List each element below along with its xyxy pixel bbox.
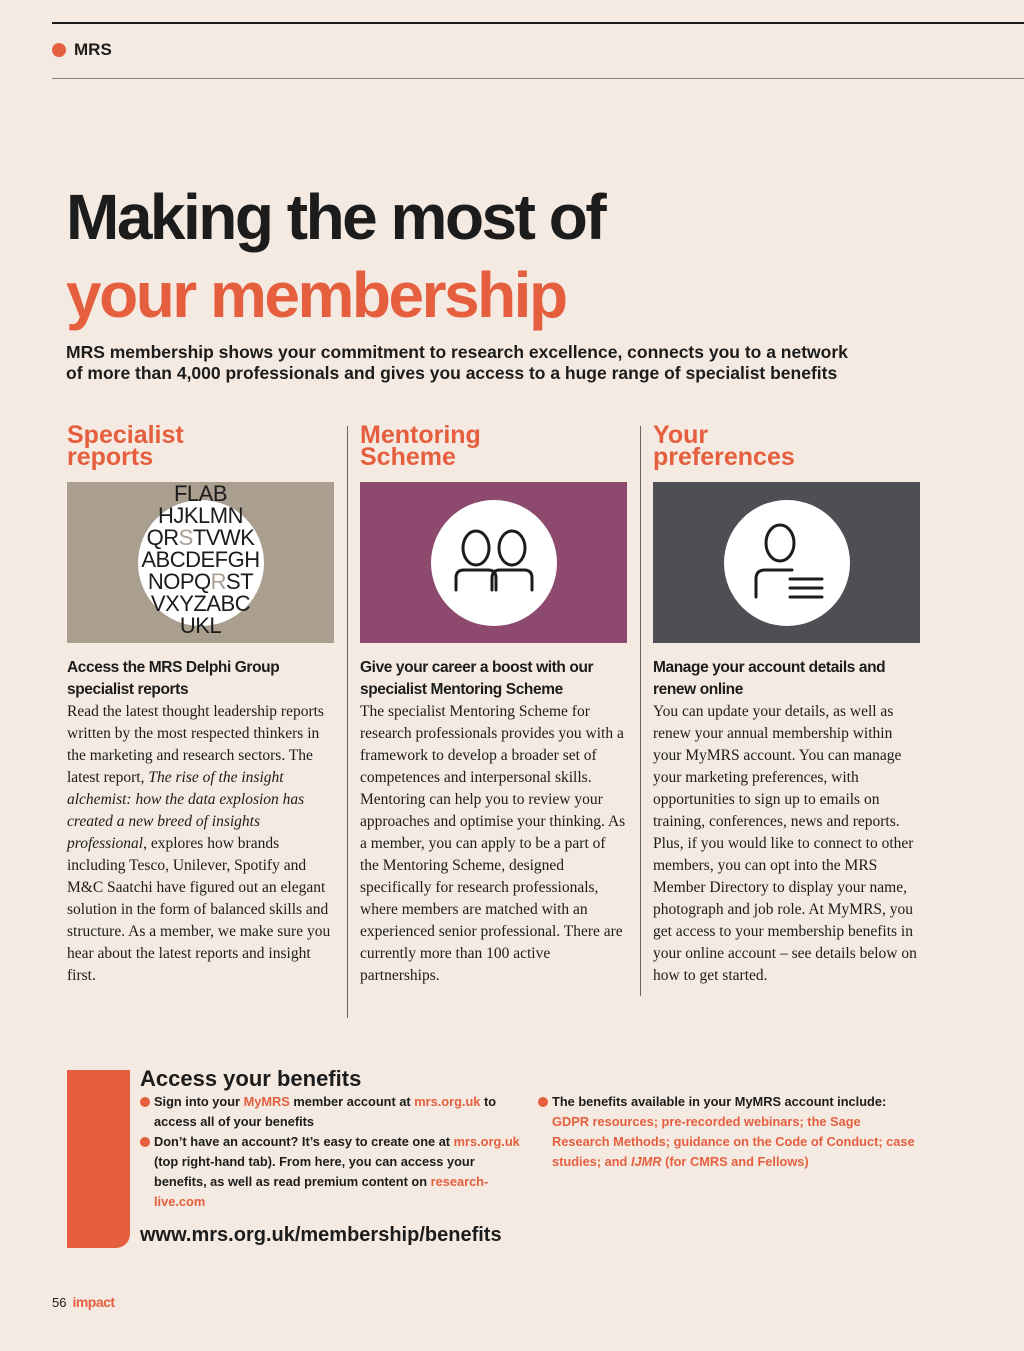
column-heading-line-2: reports [67,443,154,471]
ijmr-label: IJMR [630,1154,662,1169]
person-with-list-icon [742,523,832,603]
list-item [538,1092,918,1172]
column-heading-line-1: Your [653,421,709,449]
person-with-list-icon [724,500,850,626]
body-text: Read the latest thought leadership reports written by the most respected thinkers in the marketing and research sectors. The latest report, [67,703,324,786]
section-label: MRS [74,40,112,59]
title-line-1: Making the most of [66,181,605,253]
benefits-accent-bar [67,1070,130,1248]
column-heading-line-1: Specialist [67,421,184,449]
letters-alphabet-icon [138,480,264,638]
column-body: The specialist Mentoring Scheme for research professionals provides you with a framework to develop a broader set of competences and interpersonal skills. Mentoring can help you to review your approaches and optimise your thinking. As a member, you can apply to be a part of the Mentoring Scheme, designed specifically for research professionals, where members are matched with an experienced senior professional. There are currently more than 100 active partnerships. [360,703,626,984]
column-mentoring-scheme [360,421,628,987]
page-number: 56 [52,1295,67,1310]
illustration-panel [653,482,920,643]
illustration-panel [67,482,334,643]
column-body [67,701,335,987]
column-subhead: Give your career a boost with our specialist Mentoring Scheme [360,659,594,698]
standfirst-line-1: MRS membership shows your commitment to research excellence, connects you to a network [66,342,848,362]
section-tag [52,40,112,60]
letters-grid [141,480,260,638]
column-heading-line-2: preferences [653,443,795,471]
standfirst [66,342,906,384]
letters-row: ABCDEFGH [141,546,260,572]
item-text: available in your MyMRS account include: [627,1094,887,1109]
column-divider [347,426,348,1018]
standfirst-line-2: of more than 4,000 professionals and gives you access to a huge range of specialist benefits [66,363,838,383]
report-title: The rise of the insight alchemist: how the data explosion has created a new breed of insights professional [67,769,305,852]
two-people-icon [444,528,544,598]
magazine-logo: impact [72,1294,115,1310]
illustration-panel [360,482,627,643]
column-subhead: Manage your account details and renew online [653,659,886,698]
column-divider [640,426,641,996]
item-text: (top right-hand tab). From here, you can access your benefits, as well as read premium content on [154,1154,475,1189]
item-text: Don’t have an account? It’s easy to create one at [154,1134,454,1149]
bullet-dot-icon [140,1137,150,1147]
letters-row: UKL [179,612,222,638]
list-item [140,1132,520,1212]
title-line-2: your membership [66,259,566,331]
benefits-list-right [538,1092,918,1172]
benefits-url-link[interactable]: www.mrs.org.uk/membership/benefits [140,1224,502,1246]
bullet-dot-icon [52,43,66,57]
top-rule [52,22,1024,24]
mrs-site-link[interactable]: mrs.org.uk [414,1094,481,1109]
column-your-preferences [653,421,921,987]
letters-row: VXYZABC [150,590,251,616]
benefits-title: Access your benefits [140,1066,362,1091]
research-live-link[interactable]: research-live.com [154,1174,489,1209]
column-heading [67,421,335,482]
letters-row: HJKLMN [157,502,243,528]
page-footer [52,1294,115,1310]
letters-row: FLAB [173,480,228,506]
item-text: to access all of your benefits [154,1094,497,1129]
column-heading [360,421,628,482]
mymrs-link[interactable]: MyMRS [243,1094,290,1109]
column-heading [653,421,921,482]
column-specialist-reports [67,421,335,987]
benefits-list-left [140,1092,520,1212]
page-title [66,178,604,334]
benefits-detail: GDPR resources; pre-recorded webinars; the Sage Research Methods; guidance on the Code of Conduct; case studies; and [552,1114,915,1169]
letters-row: NOPQRST [147,568,254,594]
header-divider [52,78,1024,79]
item-text: Sign into your [154,1094,244,1109]
benefits-detail: (for CMRS and Fellows) [661,1154,809,1169]
mrs-site-link[interactable]: mrs.org.uk [453,1134,520,1149]
column-body: You can update your details, as well as renew your annual membership within your MyMRS account. You can manage your marketing preferences, with opportunities to sign up to emails on training, conferences, news and reports. Plus, if you would like to connect to other members, you can opt into the MRS Member Directory to display your name, photograph and job role. At MyMRS, you get access to your membership benefits in your online account – see details below on how to get started. [653,703,917,984]
two-people-icon [431,500,557,626]
letters-row: QRSTVWK [146,524,255,550]
column-heading-line-1: Mentoring [360,421,481,449]
bullet-dot-icon [140,1097,150,1107]
list-item [140,1092,520,1132]
column-subhead: Access the MRS Delphi Group specialist reports [67,659,280,698]
item-text: The [552,1094,579,1109]
body-text: , explores how brands including Tesco, Unilever, Spotify and M&C Saatchi have figured out an elegant solution in the form of balanced skills and structure. As a member, we make sure you hear about the latest reports and insight first. [67,835,331,984]
item-text: member account at [289,1094,415,1109]
column-heading-line-2: Scheme [360,443,456,471]
item-text: benefits [578,1094,628,1109]
bullet-dot-icon [538,1097,548,1107]
